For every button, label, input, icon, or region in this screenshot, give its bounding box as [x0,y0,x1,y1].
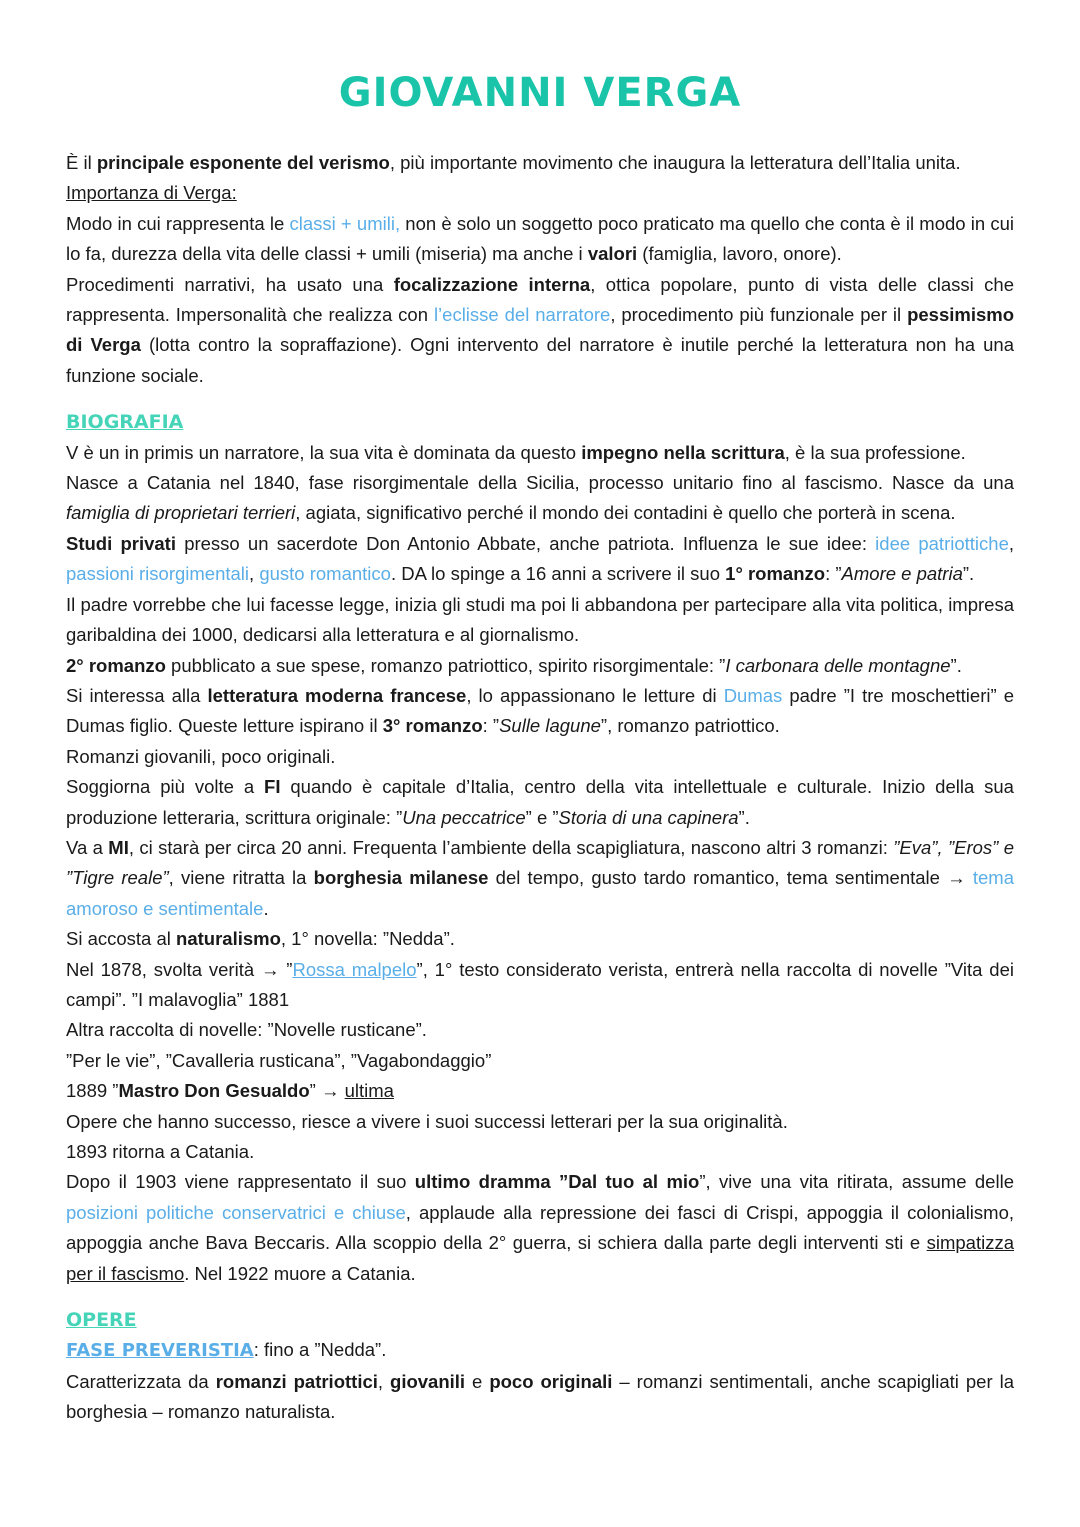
text: Dopo il 1903 viene rappresentato il suo [66,1171,415,1193]
text: , 1° novella: ”Nedda”. [280,928,455,950]
text: Caratterizzata da [66,1370,216,1392]
highlight-text: idee patriottiche [875,532,1009,554]
underlined-text: ultima [344,1080,394,1102]
text: , lo appassionano le letture di [466,684,724,706]
bold-text: 2° romanzo [66,654,166,676]
text: Nasce a Catania nel 1840, fase risorgimentale della Sicilia, processo unitario fino al fascismo. Nasce da una [66,472,1014,494]
text: . DA lo spinge a 16 anni a scrivere il suo [390,563,726,585]
bold-text: valori [587,243,638,265]
intro-paragraph [66,270,1014,392]
text: Nel 1878, svolta verità → ” [66,958,293,980]
text: , più importante movimento che inaugura la letteratura dell’Italia unita. [389,152,961,173]
document-body [66,148,1014,1428]
text: : ” [825,563,842,585]
section-heading-biografia: BIOGRAFIA [66,411,184,434]
bold-text: giovanili [390,1370,466,1392]
text: . Nel 1922 muore a Catania. [184,1262,416,1284]
text: , agiata, significativo perché il mondo dei contadini è quello che porterà in scena. [295,502,956,524]
text: V è un in primis un narratore, la sua vita è dominata da questo [66,441,582,463]
underlined-text: simpatizza per il fascismo [66,1232,1014,1284]
bio-line [66,529,1014,590]
text: : ” [482,715,500,737]
underlined-text: Importanza di Verga: [66,182,237,204]
text: presso un sacerdote Don Antonio Abbate, anche patriota. Influenza le sue idee: [175,532,876,554]
italic-text: famiglia di proprietari terrieri [66,502,296,524]
bio-line: Opere che hanno successo, riesce a vivere i suoi successi letterari per la sua originalità. [66,1110,788,1132]
italic-text: Amore e patria [841,563,963,585]
bio-line: Romanzi giovanili, poco originali. [66,745,336,767]
text: ”. [950,654,962,676]
importanza-label [66,178,1014,208]
bold-text: naturalismo [176,928,281,950]
text: Modo in cui rappresenta le [66,212,290,234]
text: e [465,1370,490,1392]
bio-line [66,833,1014,924]
text: Si interessa alla [66,684,208,706]
highlight-text: gusto romantico [259,563,391,585]
bold-text: principale esponente del verismo [96,152,390,173]
italic-text: ”Eva”, ”Eros” e ”Tigre reale” [66,836,1014,889]
opere-line [66,1367,1014,1428]
highlight-text: posizioni politiche conservatrici e chiuse [66,1201,406,1223]
text: , [249,563,260,585]
text: (famiglia, lavoro, onore). [637,243,842,265]
text: ”. [738,806,750,828]
bio-line: 1893 ritorna a Catania. [66,1141,255,1162]
bio-line: ”Per le vie”, ”Cavalleria rusticana”, ”Vagabondaggio” [66,1049,492,1071]
text: padre ”I tre moschettieri” e Dumas figlio. Queste letture ispirano il [66,684,1014,737]
highlight-text: l’eclisse del narratore [433,304,611,326]
bold-text: Mastro Don Gesualdo [118,1080,310,1102]
italic-text: Storia di una capinera [558,806,739,828]
intro-paragraph [66,209,1014,270]
italic-text: Sulle lagune [499,715,601,737]
bio-line [66,681,1014,742]
bio-line [66,468,1014,529]
text: ”, romanzo patriottico. [600,715,780,737]
highlight-text: tema amoroso e sentimentale [66,867,1014,919]
bold-text: MI [108,836,129,858]
text: del tempo, gusto tardo romantico, tema sentimentale → [488,867,973,889]
subheading-fase-preverista: FASE PREVERISTIA [66,1340,254,1362]
highlight-link-text: Rossa malpelo [292,958,417,980]
bio-line [66,1076,1014,1106]
bold-text: 3° romanzo [382,715,483,737]
text: 1889 ” [66,1080,119,1102]
text: , procedimento più funzionale per il [610,304,908,326]
bio-line [66,924,1014,954]
text: È il [66,152,97,173]
bold-text: focalizzazione interna [393,273,591,295]
highlight-text: Dumas [723,684,783,706]
italic-text: I carbonara delle montagne [725,654,951,676]
bold-text: pessimismo di Verga [66,304,1014,356]
bio-line: Il padre vorrebbe che lui facesse legge, inizia gli studi ma poi li abbandona per partecipare alla vita politica, impresa garibaldina dei 1000, dedicarsi alla letteratura e al giornalismo. [66,593,1014,646]
text: pubblicato a sue spese, romanzo patriottico, spirito risorgimentale: ” [165,654,726,676]
text: , [377,1370,391,1392]
text: , [1008,532,1014,554]
bold-text: Studi privati [66,532,176,554]
bio-line [66,438,1014,468]
bio-line [66,651,1014,681]
opere-line [66,1335,1014,1366]
text: . [263,897,269,919]
italic-text: Una peccatrice [402,806,526,828]
bold-text: letteratura moderna francese [207,684,467,706]
text: Va a [66,836,109,858]
page-title: GIOVANNI VERGA [338,70,742,116]
text: ”, 1° testo considerato verista, entrerà nella raccolta di novelle ”Vita dei campi”. ”I malavoglia” 1881 [66,958,1014,1010]
bio-line: Altra raccolta di novelle: ”Novelle rusticane”. [66,1019,427,1041]
highlight-text: passioni risorgimentali [66,563,250,585]
text: : fino a ”Nedda”. [253,1339,387,1361]
text: ” → [309,1080,345,1102]
bio-line [66,772,1014,833]
text: , è la sua professione. [784,441,966,463]
text: , ci starà per circa 20 anni. Frequenta l’ambiente della scapigliatura, nascono altri 3 romanzi: [128,836,894,858]
text: Si accosta al [66,928,177,950]
bold-text: 1° romanzo [725,563,826,585]
bold-text: impegno nella scrittura [581,441,785,463]
section-heading-opere: OPERE [66,1309,137,1332]
highlight-text: classi + umili, [289,212,401,234]
intro-paragraph [66,148,1014,178]
text: (lotta contro la sopraffazione). Ogni intervento del narratore è inutile perché la letteratura non ha una funzione sociale. [66,334,1014,386]
text: Soggiorna più volte a [66,776,265,798]
bold-text: borghesia milanese [313,867,489,889]
bold-text: ultimo dramma ”Dal tuo al mio [414,1171,700,1193]
bold-text: FI [264,776,281,798]
text: ” e ” [525,806,559,828]
text: , applaude alla repressione dei fasci di Crispi, appoggia il colonialismo, appoggia anche Bava Beccaris. Alla scoppio della 2° guerra, si schiera dalla parte degli interventi sti e [66,1201,1015,1254]
bio-line [66,955,1014,1016]
text: quando è capitale d’Italia, centro della vita intellettuale e culturale. Inizio della sua produzione letteraria, scrittura originale: ” [66,776,1014,828]
text: Procedimenti narrativi, ha usato una [66,273,394,295]
bold-text: romanzi patriottici [215,1370,378,1392]
text: , viene ritratta la [168,867,314,889]
text: ”, vive una vita ritirata, assume delle [699,1171,1014,1193]
bio-line [66,1167,1014,1289]
text: non è solo un soggetto poco praticato ma quello che conta è il modo in cui lo fa, durezza della vita delle classi + umili (miseria) ma anche i [66,212,1015,265]
bold-text: poco originali [489,1370,613,1392]
text: , ottica popolare, punto di vista delle classi che rappresenta. Impersonalità che realizza con [66,273,1014,326]
text: – romanzi sentimentali, anche scapigliati per la borghesia – romanzo naturalista. [66,1370,1015,1423]
text: ”. [962,563,975,585]
